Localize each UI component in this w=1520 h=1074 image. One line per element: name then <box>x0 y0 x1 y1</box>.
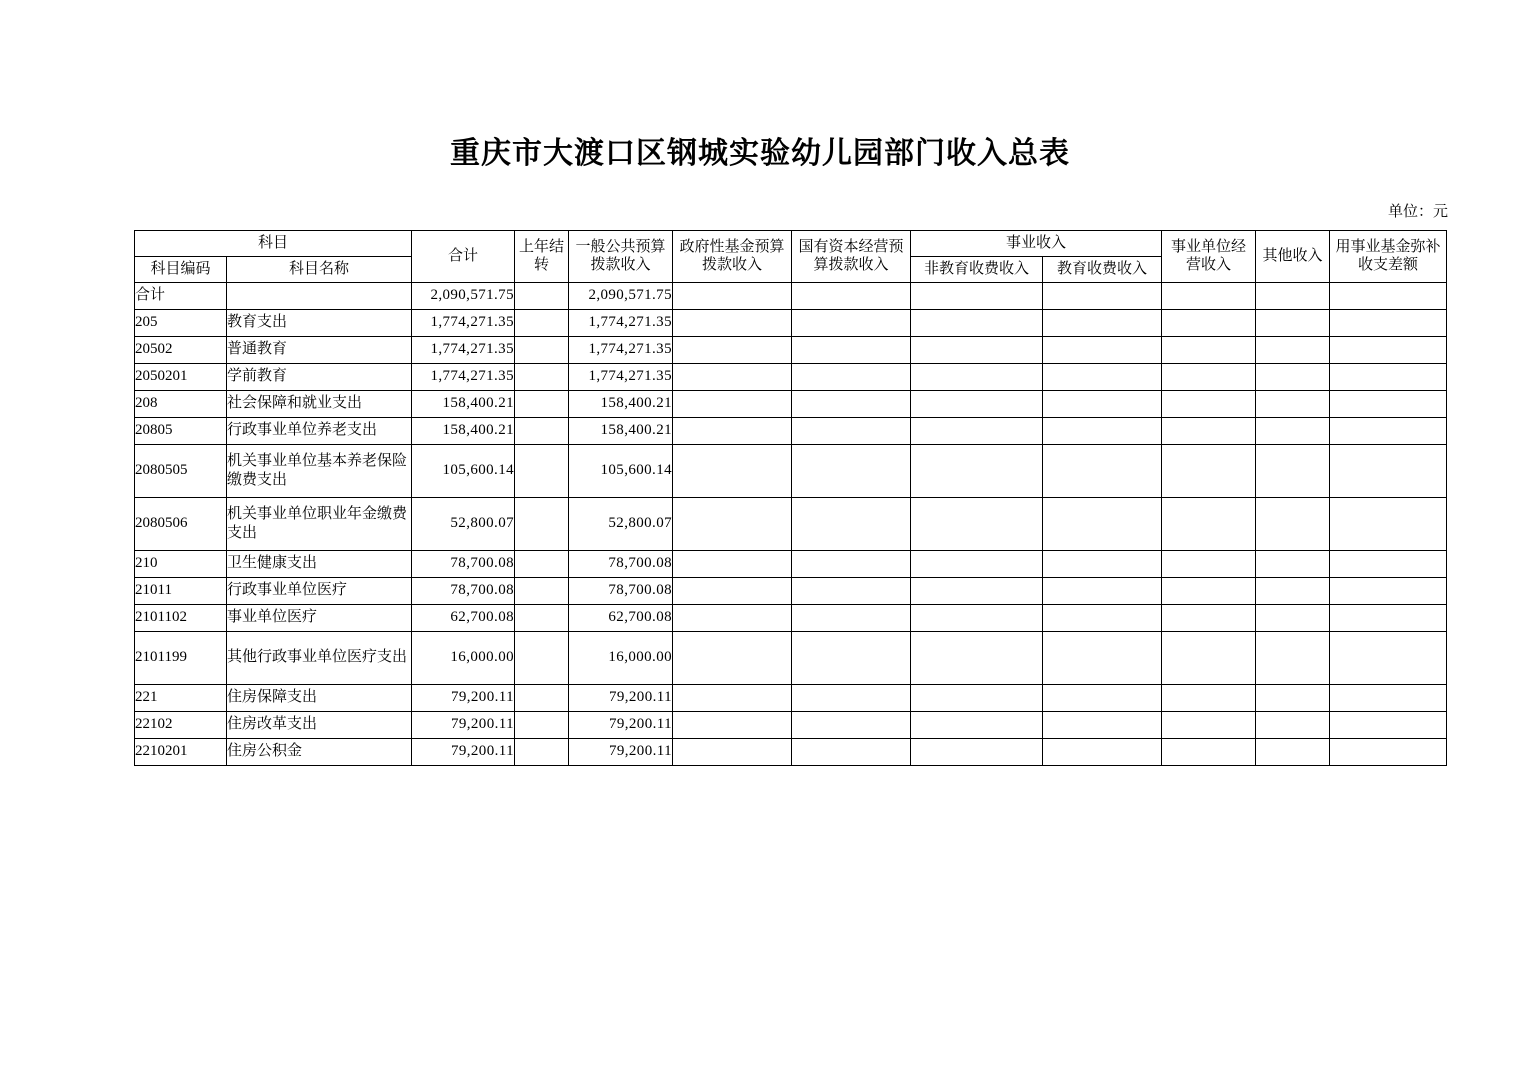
cell-fund-offset <box>1330 604 1447 631</box>
cell-institution-operating <box>1162 390 1256 417</box>
cell-carryover <box>515 497 569 550</box>
cell-code: 21011 <box>135 577 227 604</box>
header-carryover: 上年结转 <box>515 231 569 283</box>
page-title: 重庆市大渡口区钢城实验幼儿园部门收入总表 <box>450 137 1070 170</box>
table-row <box>135 336 1447 363</box>
cell-total: 62,700.08 <box>412 604 515 631</box>
cell-fund-offset <box>1330 711 1447 738</box>
cell-code: 22102 <box>135 711 227 738</box>
cell-fund-offset <box>1330 417 1447 444</box>
cell-non-edu-fee <box>911 577 1043 604</box>
cell-other-income <box>1256 336 1330 363</box>
cell-name: 普通教育 <box>227 336 412 363</box>
cell-fund-offset <box>1330 309 1447 336</box>
cell-name: 社会保障和就业支出 <box>227 390 412 417</box>
budget-table-container <box>0 221 1520 766</box>
cell-total: 1,774,271.35 <box>412 363 515 390</box>
cell-total: 78,700.08 <box>412 550 515 577</box>
cell-institution-operating <box>1162 631 1256 684</box>
cell-fund-offset <box>1330 550 1447 577</box>
cell-code: 20805 <box>135 417 227 444</box>
cell-public-budget: 79,200.11 <box>569 684 673 711</box>
cell-name: 卫生健康支出 <box>227 550 412 577</box>
cell-total: 79,200.11 <box>412 684 515 711</box>
table-row <box>135 282 1447 309</box>
cell-code: 2080506 <box>135 497 227 550</box>
cell-soe-capital <box>792 309 911 336</box>
table-row <box>135 390 1447 417</box>
cell-soe-capital <box>792 550 911 577</box>
cell-code: 2050201 <box>135 363 227 390</box>
cell-public-budget: 16,000.00 <box>569 631 673 684</box>
cell-institution-operating <box>1162 604 1256 631</box>
cell-name <box>227 282 412 309</box>
cell-carryover <box>515 444 569 497</box>
cell-carryover <box>515 363 569 390</box>
cell-public-budget: 1,774,271.35 <box>569 336 673 363</box>
cell-gov-fund <box>673 738 792 765</box>
cell-other-income <box>1256 550 1330 577</box>
cell-institution-operating <box>1162 738 1256 765</box>
cell-name: 机关事业单位基本养老保险缴费支出 <box>227 444 412 497</box>
cell-carryover <box>515 577 569 604</box>
cell-other-income <box>1256 390 1330 417</box>
cell-total: 158,400.21 <box>412 417 515 444</box>
cell-total: 79,200.11 <box>412 738 515 765</box>
cell-total: 105,600.14 <box>412 444 515 497</box>
cell-code: 208 <box>135 390 227 417</box>
cell-public-budget: 79,200.11 <box>569 738 673 765</box>
cell-soe-capital <box>792 684 911 711</box>
cell-fund-offset <box>1330 738 1447 765</box>
cell-non-edu-fee <box>911 309 1043 336</box>
cell-soe-capital <box>792 336 911 363</box>
cell-other-income <box>1256 497 1330 550</box>
cell-gov-fund <box>673 577 792 604</box>
cell-carryover <box>515 417 569 444</box>
header-other-income: 其他收入 <box>1256 231 1330 283</box>
cell-institution-operating <box>1162 309 1256 336</box>
cell-name: 学前教育 <box>227 363 412 390</box>
cell-soe-capital <box>792 604 911 631</box>
cell-name: 事业单位医疗 <box>227 604 412 631</box>
cell-edu-fee <box>1043 550 1162 577</box>
cell-edu-fee <box>1043 631 1162 684</box>
cell-institution-operating <box>1162 444 1256 497</box>
table-row <box>135 444 1447 497</box>
cell-other-income <box>1256 604 1330 631</box>
cell-total: 1,774,271.35 <box>412 336 515 363</box>
cell-total: 16,000.00 <box>412 631 515 684</box>
cell-total: 158,400.21 <box>412 390 515 417</box>
header-fund-offset: 用事业基金弥补收支差额 <box>1330 231 1447 283</box>
cell-total: 79,200.11 <box>412 711 515 738</box>
cell-edu-fee <box>1043 417 1162 444</box>
cell-soe-capital <box>792 711 911 738</box>
cell-public-budget: 52,800.07 <box>569 497 673 550</box>
cell-gov-fund <box>673 309 792 336</box>
cell-non-edu-fee <box>911 631 1043 684</box>
cell-institution-operating <box>1162 711 1256 738</box>
cell-non-edu-fee <box>911 497 1043 550</box>
cell-code: 2101199 <box>135 631 227 684</box>
header-subject-group: 科目 <box>135 231 412 257</box>
cell-code: 2101102 <box>135 604 227 631</box>
cell-total: 78,700.08 <box>412 577 515 604</box>
cell-total: 52,800.07 <box>412 497 515 550</box>
cell-institution-operating <box>1162 282 1256 309</box>
cell-carryover <box>515 550 569 577</box>
cell-total: 2,090,571.75 <box>412 282 515 309</box>
cell-edu-fee <box>1043 738 1162 765</box>
cell-name: 住房保障支出 <box>227 684 412 711</box>
table-row <box>135 363 1447 390</box>
cell-edu-fee <box>1043 577 1162 604</box>
cell-edu-fee <box>1043 363 1162 390</box>
cell-non-edu-fee <box>911 711 1043 738</box>
cell-fund-offset <box>1330 336 1447 363</box>
header-operating-group: 事业收入 <box>911 231 1162 257</box>
cell-edu-fee <box>1043 336 1162 363</box>
cell-name: 其他行政事业单位医疗支出 <box>227 631 412 684</box>
cell-public-budget: 158,400.21 <box>569 417 673 444</box>
cell-edu-fee <box>1043 390 1162 417</box>
cell-non-edu-fee <box>911 363 1043 390</box>
cell-code: 205 <box>135 309 227 336</box>
cell-public-budget: 62,700.08 <box>569 604 673 631</box>
cell-public-budget: 1,774,271.35 <box>569 309 673 336</box>
cell-other-income <box>1256 738 1330 765</box>
cell-name: 行政事业单位养老支出 <box>227 417 412 444</box>
cell-carryover <box>515 684 569 711</box>
cell-soe-capital <box>792 497 911 550</box>
header-non-edu-fee: 非教育收费收入 <box>911 256 1043 282</box>
cell-edu-fee <box>1043 711 1162 738</box>
cell-soe-capital <box>792 738 911 765</box>
cell-gov-fund <box>673 336 792 363</box>
table-row <box>135 711 1447 738</box>
header-row-top <box>135 231 1447 257</box>
table-header <box>135 231 1447 283</box>
table-row <box>135 550 1447 577</box>
cell-fund-offset <box>1330 577 1447 604</box>
cell-institution-operating <box>1162 336 1256 363</box>
cell-institution-operating <box>1162 577 1256 604</box>
cell-name: 教育支出 <box>227 309 412 336</box>
cell-edu-fee <box>1043 444 1162 497</box>
cell-other-income <box>1256 684 1330 711</box>
cell-gov-fund <box>673 390 792 417</box>
header-gov-fund: 政府性基金预算拨款收入 <box>673 231 792 283</box>
cell-carryover <box>515 631 569 684</box>
cell-non-edu-fee <box>911 684 1043 711</box>
cell-name: 住房公积金 <box>227 738 412 765</box>
cell-other-income <box>1256 631 1330 684</box>
cell-edu-fee <box>1043 309 1162 336</box>
header-name: 科目名称 <box>227 256 412 282</box>
cell-gov-fund <box>673 711 792 738</box>
table-row <box>135 631 1447 684</box>
cell-name: 住房改革支出 <box>227 711 412 738</box>
table-row <box>135 417 1447 444</box>
header-code: 科目编码 <box>135 256 227 282</box>
cell-soe-capital <box>792 444 911 497</box>
cell-public-budget: 78,700.08 <box>569 577 673 604</box>
cell-fund-offset <box>1330 390 1447 417</box>
cell-institution-operating <box>1162 684 1256 711</box>
cell-gov-fund <box>673 550 792 577</box>
cell-institution-operating <box>1162 497 1256 550</box>
cell-non-edu-fee <box>911 604 1043 631</box>
table-row <box>135 577 1447 604</box>
cell-gov-fund <box>673 282 792 309</box>
cell-code: 2210201 <box>135 738 227 765</box>
table-row <box>135 497 1447 550</box>
cell-gov-fund <box>673 604 792 631</box>
cell-soe-capital <box>792 390 911 417</box>
cell-gov-fund <box>673 631 792 684</box>
table-row <box>135 309 1447 336</box>
header-public-budget: 一般公共预算拨款收入 <box>569 231 673 283</box>
cell-name: 行政事业单位医疗 <box>227 577 412 604</box>
cell-gov-fund <box>673 684 792 711</box>
cell-non-edu-fee <box>911 390 1043 417</box>
unit-label: 单位：元 <box>1387 204 1448 220</box>
cell-non-edu-fee <box>911 550 1043 577</box>
table-row <box>135 604 1447 631</box>
cell-carryover <box>515 282 569 309</box>
cell-soe-capital <box>792 577 911 604</box>
cell-public-budget: 78,700.08 <box>569 550 673 577</box>
cell-edu-fee <box>1043 282 1162 309</box>
cell-gov-fund <box>673 497 792 550</box>
cell-fund-offset <box>1330 631 1447 684</box>
cell-other-income <box>1256 309 1330 336</box>
cell-code: 210 <box>135 550 227 577</box>
cell-other-income <box>1256 444 1330 497</box>
cell-name: 机关事业单位职业年金缴费支出 <box>227 497 412 550</box>
cell-non-edu-fee <box>911 738 1043 765</box>
cell-public-budget: 158,400.21 <box>569 390 673 417</box>
cell-gov-fund <box>673 417 792 444</box>
cell-edu-fee <box>1043 497 1162 550</box>
cell-fund-offset <box>1330 684 1447 711</box>
cell-other-income <box>1256 711 1330 738</box>
cell-non-edu-fee <box>911 282 1043 309</box>
table-row <box>135 684 1447 711</box>
cell-carryover <box>515 738 569 765</box>
cell-edu-fee <box>1043 604 1162 631</box>
cell-institution-operating <box>1162 363 1256 390</box>
cell-carryover <box>515 711 569 738</box>
cell-fund-offset <box>1330 282 1447 309</box>
cell-gov-fund <box>673 363 792 390</box>
cell-soe-capital <box>792 363 911 390</box>
cell-edu-fee <box>1043 684 1162 711</box>
cell-carryover <box>515 604 569 631</box>
cell-non-edu-fee <box>911 444 1043 497</box>
header-institution-operating: 事业单位经营收入 <box>1162 231 1256 283</box>
cell-public-budget: 105,600.14 <box>569 444 673 497</box>
cell-institution-operating <box>1162 417 1256 444</box>
cell-public-budget: 1,774,271.35 <box>569 363 673 390</box>
cell-non-edu-fee <box>911 417 1043 444</box>
cell-code: 2080505 <box>135 444 227 497</box>
cell-fund-offset <box>1330 444 1447 497</box>
cell-code: 221 <box>135 684 227 711</box>
department-income-table <box>134 230 1447 766</box>
cell-public-budget: 2,090,571.75 <box>569 282 673 309</box>
table-row <box>135 738 1447 765</box>
cell-institution-operating <box>1162 550 1256 577</box>
cell-fund-offset <box>1330 363 1447 390</box>
cell-code: 20502 <box>135 336 227 363</box>
cell-other-income <box>1256 417 1330 444</box>
cell-carryover <box>515 309 569 336</box>
cell-other-income <box>1256 282 1330 309</box>
header-edu-fee: 教育收费收入 <box>1043 256 1162 282</box>
cell-other-income <box>1256 577 1330 604</box>
cell-code: 合计 <box>135 282 227 309</box>
header-soe-capital: 国有资本经营预算拨款收入 <box>792 231 911 283</box>
header-total: 合计 <box>412 231 515 283</box>
cell-carryover <box>515 336 569 363</box>
cell-gov-fund <box>673 444 792 497</box>
cell-soe-capital <box>792 282 911 309</box>
table-body <box>135 282 1447 765</box>
cell-soe-capital <box>792 417 911 444</box>
cell-total: 1,774,271.35 <box>412 309 515 336</box>
cell-soe-capital <box>792 631 911 684</box>
cell-carryover <box>515 390 569 417</box>
cell-other-income <box>1256 363 1330 390</box>
cell-fund-offset <box>1330 497 1447 550</box>
cell-non-edu-fee <box>911 336 1043 363</box>
cell-public-budget: 79,200.11 <box>569 711 673 738</box>
